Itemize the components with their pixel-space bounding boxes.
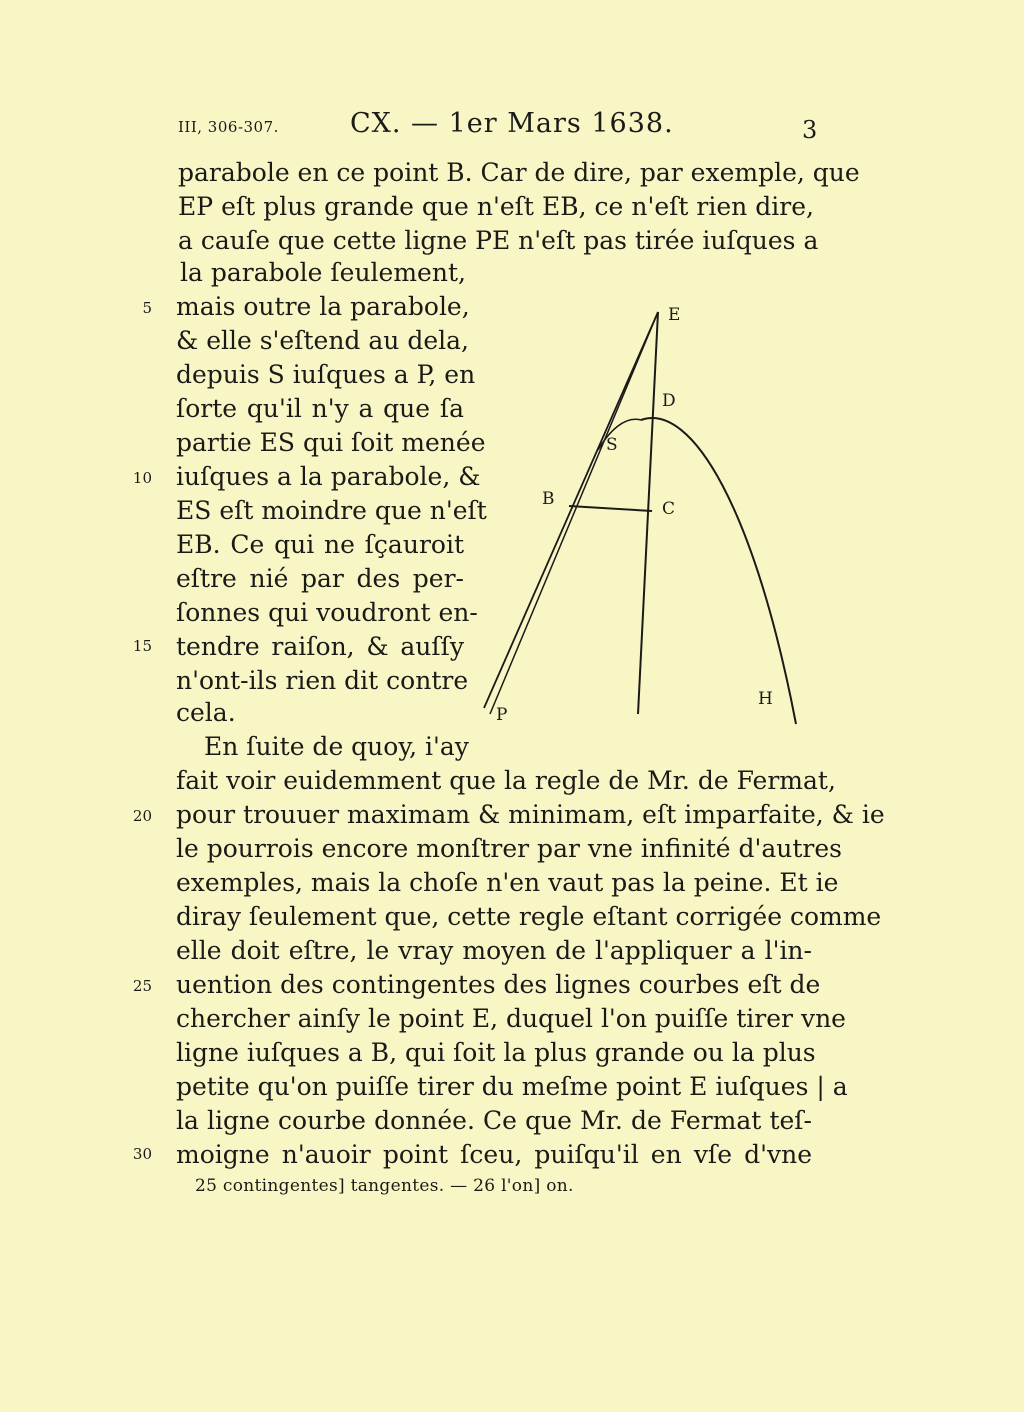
page-title: CX. — 1er Mars 1638. [350, 108, 674, 139]
label-b: B [542, 489, 555, 509]
text-line: uention des contingentes des lignes courbes eſt de [176, 970, 821, 999]
text-line: la parabole ſeulement, [180, 258, 466, 287]
label-c: C [662, 499, 676, 519]
text-line: EB. Ce qui ne ſçauroit [176, 530, 464, 559]
text-line: pour trouuer maximam & minimam, eſt imparfaite, & ie [176, 800, 885, 829]
text-line: depuis S iuſques a P, en [176, 360, 476, 389]
ordinate-bc [569, 506, 652, 511]
text-line: petite qu'on puiſſe tirer du meſme point E iuſques | a [176, 1072, 848, 1101]
page-number: 3 [802, 116, 818, 144]
text-line: exemples, mais la choſe n'en vaut pas la peine. Et ie [176, 868, 839, 897]
text-line: ſonnes qui voudront en- [176, 598, 478, 627]
line-number: 10 [132, 469, 152, 487]
text-line: fait voir euidemment que la regle de Mr. de Fermat, [176, 766, 836, 795]
text-line: EP eſt plus grande que n'eſt EB, ce n'eſt rien dire, [178, 192, 814, 221]
text-line: le pourrois encore monſtrer par vne infinité d'autres [176, 834, 842, 863]
text-line: mais outre la parabole, [176, 292, 470, 321]
text-line: a cauſe que cette ligne PE n'eſt pas tirée iuſques a [178, 226, 819, 255]
line-eb [490, 312, 658, 714]
line-number: 25 [132, 977, 152, 995]
text-line: En ſuite de quoy, i'ay [204, 732, 469, 761]
text-line: elle doit eſtre, le vray moyen de l'appliquer a l'in- [176, 936, 812, 965]
text-line: n'ont-ils rien dit contre [176, 666, 469, 695]
text-line: ligne iuſques a B, qui ſoit la plus grande ou la plus [176, 1038, 816, 1067]
text-line: & elle s'eſtend au dela, [176, 326, 469, 355]
text-line: moigne n'auoir point ſceu, puiſqu'il en vſe d'vne [176, 1140, 812, 1169]
parabola-figure [470, 290, 810, 730]
label-p: P [496, 705, 508, 725]
text-line: partie ES qui ſoit menée [176, 428, 486, 457]
text-line: iuſques a la parabole, & [176, 462, 481, 491]
text-line: ſorte qu'il n'y a que ſa [176, 394, 464, 423]
parabola-right-branch [641, 418, 796, 724]
text-line: ES eſt moindre que n'eſt [176, 496, 487, 525]
text-line: chercher ainſy le point E, duquel l'on puiſſe tirer vne [176, 1004, 846, 1033]
line-number: 5 [142, 299, 152, 317]
text-line: la ligne courbe donnée. Ce que Mr. de Fermat teſ- [176, 1106, 812, 1135]
label-d: D [662, 391, 676, 411]
text-line: diray ſeulement que, cette regle eſtant corrigée comme [176, 902, 882, 931]
label-s: S [606, 435, 618, 455]
line-number: 30 [132, 1145, 152, 1163]
axis-line [638, 312, 658, 714]
line-number: 15 [132, 637, 152, 655]
text-line: tendre raiſon, & auſſy [176, 632, 464, 661]
label-e: E [668, 305, 681, 325]
text-line: eſtre nié par des per- [176, 564, 464, 593]
line-number: 20 [132, 807, 152, 825]
text-line: cela. [176, 698, 236, 727]
page-reference: III, 306-307. [178, 118, 279, 136]
text-line: parabole en ce point B. Car de dire, par exemple, que [178, 158, 860, 187]
label-h: H [758, 689, 773, 709]
footnote: 25 contingentes] tangentes. — 26 l'on] on. [195, 1176, 574, 1196]
